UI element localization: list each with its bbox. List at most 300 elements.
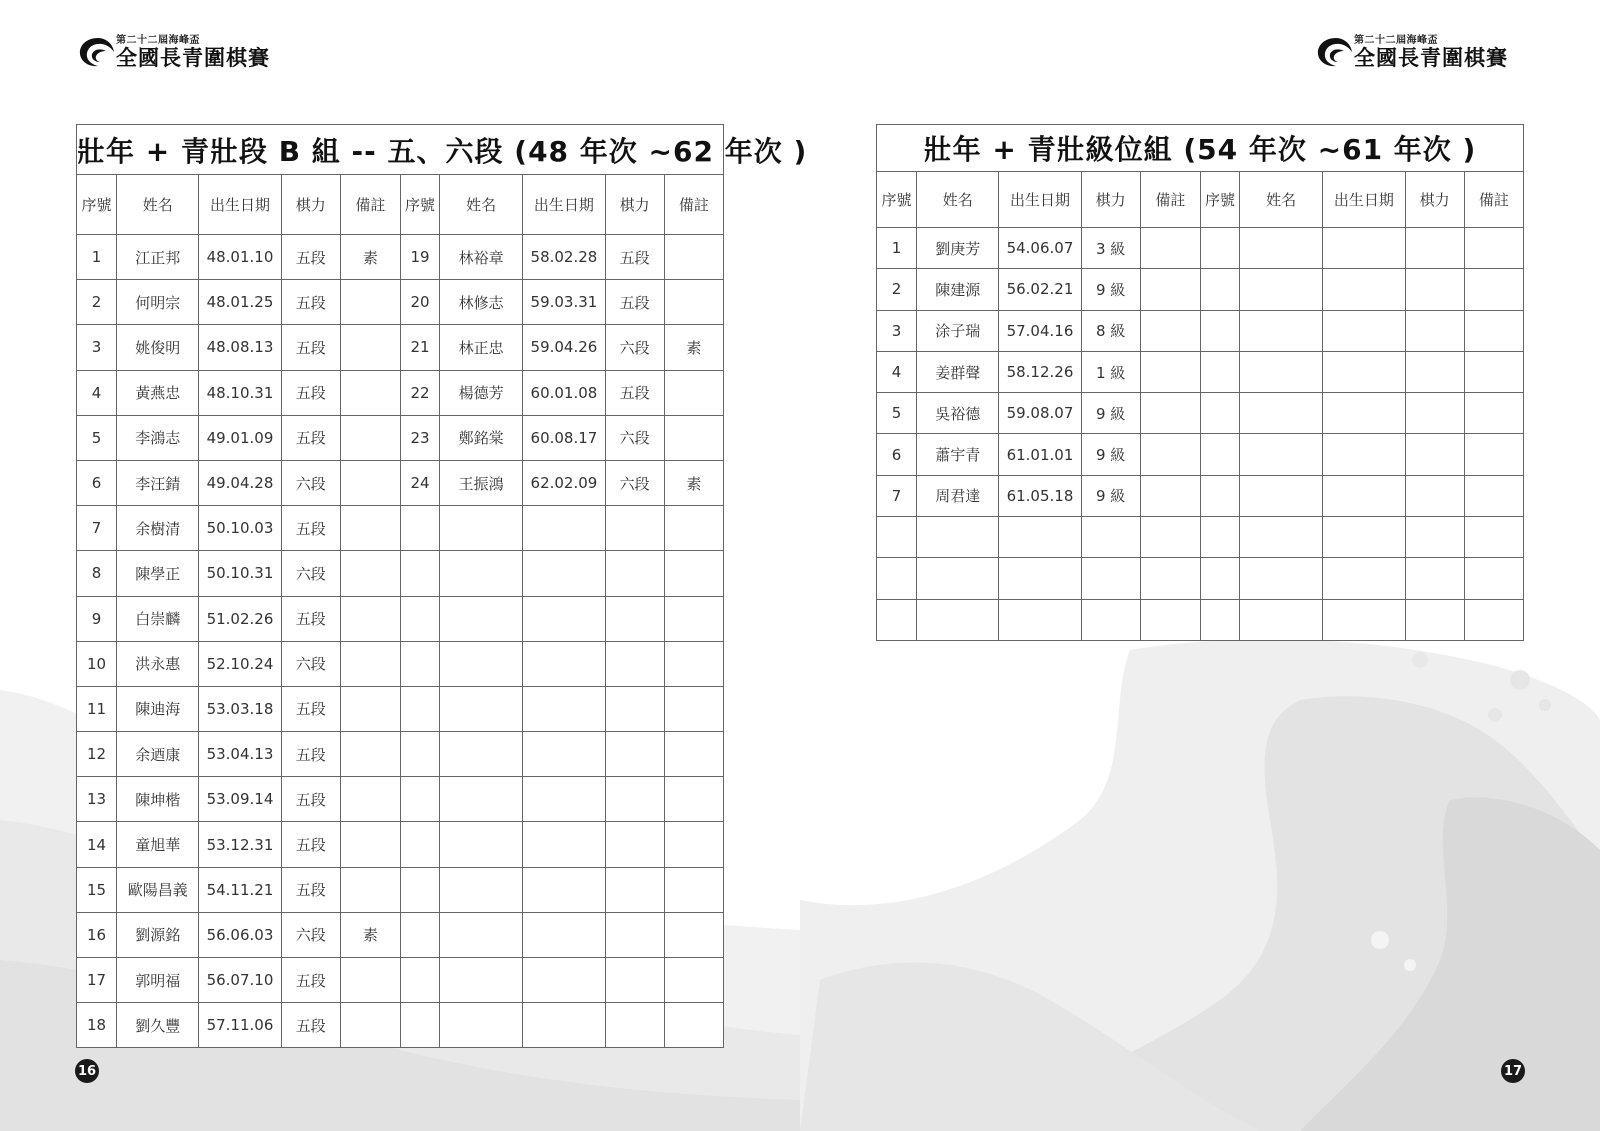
- table-cell: 素: [340, 235, 400, 280]
- table-cell: [340, 641, 400, 686]
- table-cell: 61.01.01: [999, 434, 1081, 475]
- table-cell: [440, 596, 523, 641]
- table-cell: 48.10.31: [199, 370, 281, 415]
- table-cell: 六段: [605, 415, 664, 460]
- table-cell: 9: [77, 596, 117, 641]
- table-row: [877, 228, 1524, 269]
- table-cell: [523, 506, 605, 551]
- table-cell: 9 級: [1081, 269, 1140, 310]
- table-cell: 蕭宇青: [917, 434, 999, 475]
- table-cell: [664, 370, 723, 415]
- table-cell: 18: [77, 1003, 117, 1048]
- table-cell: [917, 558, 999, 599]
- table-header-row: [877, 172, 1524, 228]
- table-cell: [340, 732, 400, 777]
- table-cell: 五段: [605, 370, 664, 415]
- table-cell: 2: [77, 280, 117, 325]
- table-cell: [400, 867, 439, 912]
- table-cell: [340, 325, 400, 370]
- table-cell: [440, 506, 523, 551]
- table-cell: [664, 415, 723, 460]
- table-cell: 劉源銘: [117, 912, 199, 957]
- table-cell: [1200, 393, 1239, 434]
- table-cell: [605, 506, 664, 551]
- table-cell: [664, 506, 723, 551]
- table-cell: [999, 599, 1081, 640]
- table-cell: 李汪錆: [117, 460, 199, 505]
- table-cell: [664, 235, 723, 280]
- table-cell: [1200, 351, 1239, 392]
- table-cell: [664, 686, 723, 731]
- table-row: [877, 393, 1524, 434]
- table-cell: [1240, 599, 1323, 640]
- table-cell: [1140, 310, 1200, 351]
- table-cell: [1240, 517, 1323, 558]
- table-cell: 五段: [281, 596, 340, 641]
- table-row: [77, 596, 724, 641]
- table-cell: 姚俊明: [117, 325, 199, 370]
- table-row: [877, 434, 1524, 475]
- table-cell: 8 級: [1081, 310, 1140, 351]
- table-cell: [605, 686, 664, 731]
- event-logo: [1314, 34, 1508, 70]
- column-header: 出生日期: [523, 175, 605, 235]
- table-cell: 林正忠: [440, 325, 523, 370]
- table-cell: [400, 686, 439, 731]
- table-cell: 56.02.21: [999, 269, 1081, 310]
- table-cell: [1240, 310, 1323, 351]
- table-cell: [877, 558, 917, 599]
- table-cell: [340, 686, 400, 731]
- table-cell: [605, 596, 664, 641]
- table-title-row: [877, 125, 1524, 172]
- table-row: [77, 912, 724, 957]
- table-cell: 59.08.07: [999, 393, 1081, 434]
- table-cell: [440, 732, 523, 777]
- table-cell: [340, 867, 400, 912]
- table-row: [77, 822, 724, 867]
- table-cell: 2: [877, 269, 917, 310]
- table-cell: [1081, 558, 1140, 599]
- table-cell: [1405, 517, 1464, 558]
- table-title: 壯年 + 青壯段 B 組 -- 五、六段 (48 年次 ~62 年次 ): [77, 125, 724, 175]
- column-header: 序號: [77, 175, 117, 235]
- table-cell: [1240, 269, 1323, 310]
- table-row: [77, 641, 724, 686]
- logo-title: 全國長青圍棋賽: [1354, 45, 1508, 70]
- table-cell: [523, 777, 605, 822]
- table-cell: [440, 641, 523, 686]
- table-cell: 五段: [605, 280, 664, 325]
- table-cell: [605, 912, 664, 957]
- table-cell: 49.01.09: [199, 415, 281, 460]
- table-cell: 7: [877, 475, 917, 516]
- table-cell: [1405, 475, 1464, 516]
- table-cell: [917, 517, 999, 558]
- table-cell: [605, 641, 664, 686]
- table-cell: [1140, 558, 1200, 599]
- table-cell: 陳學正: [117, 551, 199, 596]
- table-cell: [1323, 269, 1405, 310]
- table-cell: [605, 1003, 664, 1048]
- right-page: [800, 0, 1600, 1131]
- table-cell: [523, 867, 605, 912]
- table-row: [77, 1003, 724, 1048]
- roster-table-kyu-group: [876, 124, 1524, 641]
- table-cell: [340, 415, 400, 460]
- table-cell: 1: [877, 228, 917, 269]
- table-cell: [1464, 517, 1523, 558]
- table-cell: [440, 822, 523, 867]
- table-cell: 50.10.03: [199, 506, 281, 551]
- table-cell: [1464, 558, 1523, 599]
- table-cell: [340, 958, 400, 1003]
- table-cell: 林修志: [440, 280, 523, 325]
- table-cell: 59.04.26: [523, 325, 605, 370]
- table-cell: [1200, 558, 1239, 599]
- table-cell: 六段: [281, 460, 340, 505]
- table-cell: [1464, 393, 1523, 434]
- table-cell: 54.06.07: [999, 228, 1081, 269]
- table-cell: 21: [400, 325, 439, 370]
- table-cell: 六段: [281, 551, 340, 596]
- table-cell: 5: [77, 415, 117, 460]
- table-cell: 洪永惠: [117, 641, 199, 686]
- column-header: 出生日期: [199, 175, 281, 235]
- table-cell: [877, 599, 917, 640]
- table-row: [77, 777, 724, 822]
- table-cell: [440, 958, 523, 1003]
- table-cell: [1140, 434, 1200, 475]
- table-cell: [400, 958, 439, 1003]
- table-cell: [400, 551, 439, 596]
- table-cell: [664, 867, 723, 912]
- table-cell: 4: [77, 370, 117, 415]
- table-row: [77, 867, 724, 912]
- table-cell: [1323, 310, 1405, 351]
- table-cell: [1240, 475, 1323, 516]
- table-cell: [1405, 599, 1464, 640]
- table-cell: 素: [664, 325, 723, 370]
- table-cell: [1140, 517, 1200, 558]
- table-cell: 李鴻志: [117, 415, 199, 460]
- page-number: 16: [75, 1059, 99, 1083]
- table-cell: [340, 280, 400, 325]
- table-cell: [1200, 475, 1239, 516]
- table-cell: [523, 912, 605, 957]
- table-cell: [664, 822, 723, 867]
- table-cell: 5: [877, 393, 917, 434]
- table-cell: 黃燕忠: [117, 370, 199, 415]
- table-cell: 59.03.31: [523, 280, 605, 325]
- column-header: 姓名: [1240, 172, 1323, 228]
- table-cell: [1464, 228, 1523, 269]
- table-cell: 20: [400, 280, 439, 325]
- table-cell: 6: [77, 460, 117, 505]
- table-cell: 五段: [281, 732, 340, 777]
- table-cell: [440, 867, 523, 912]
- table-cell: [605, 958, 664, 1003]
- table-cell: 鄭銘棠: [440, 415, 523, 460]
- table-cell: [1140, 475, 1200, 516]
- column-header: 備註: [1140, 172, 1200, 228]
- table-cell: 白崇麟: [117, 596, 199, 641]
- column-header: 棋力: [605, 175, 664, 235]
- column-header: 序號: [877, 172, 917, 228]
- table-cell: [1323, 599, 1405, 640]
- table-cell: 22: [400, 370, 439, 415]
- table-cell: 9 級: [1081, 475, 1140, 516]
- table-cell: [440, 912, 523, 957]
- table-cell: 60.01.08: [523, 370, 605, 415]
- table-cell: [523, 732, 605, 777]
- table-cell: 50.10.31: [199, 551, 281, 596]
- table-cell: [1323, 228, 1405, 269]
- table-cell: 五段: [281, 777, 340, 822]
- table-cell: [664, 912, 723, 957]
- table-cell: 1 級: [1081, 351, 1140, 392]
- table-cell: 61.05.18: [999, 475, 1081, 516]
- table-cell: [1464, 475, 1523, 516]
- table-cell: 16: [77, 912, 117, 957]
- table-cell: [1323, 558, 1405, 599]
- table-cell: [1323, 475, 1405, 516]
- table-cell: [340, 370, 400, 415]
- table-cell: 五段: [281, 958, 340, 1003]
- table-cell: 56.07.10: [199, 958, 281, 1003]
- table-cell: 53.09.14: [199, 777, 281, 822]
- table-cell: [1140, 393, 1200, 434]
- table-cell: 六段: [605, 325, 664, 370]
- table-cell: [1405, 351, 1464, 392]
- table-cell: [877, 517, 917, 558]
- table-cell: 57.11.06: [199, 1003, 281, 1048]
- table-row: [77, 460, 724, 505]
- column-header: 備註: [1464, 172, 1523, 228]
- table-row: [77, 235, 724, 280]
- table-cell: [400, 822, 439, 867]
- table-cell: [400, 732, 439, 777]
- table-cell: 11: [77, 686, 117, 731]
- table-cell: [400, 912, 439, 957]
- table-cell: 3 級: [1081, 228, 1140, 269]
- table-cell: [1081, 599, 1140, 640]
- table-cell: 五段: [281, 370, 340, 415]
- column-header: 棋力: [1405, 172, 1464, 228]
- table-cell: [605, 732, 664, 777]
- table-cell: [1081, 517, 1140, 558]
- roster-body: [77, 125, 808, 1048]
- table-cell: [340, 1003, 400, 1048]
- table-cell: [440, 686, 523, 731]
- table-cell: 53.04.13: [199, 732, 281, 777]
- table-row: [877, 351, 1524, 392]
- table-cell: 17: [77, 958, 117, 1003]
- table-cell: 57.04.16: [999, 310, 1081, 351]
- column-header: 棋力: [1081, 172, 1140, 228]
- logo-subtitle: 第二十二屆海峰盃: [1354, 34, 1438, 46]
- table-cell: 24: [400, 460, 439, 505]
- table-row: [77, 958, 724, 1003]
- table-row: [77, 686, 724, 731]
- table-cell: [1405, 228, 1464, 269]
- table-cell: 12: [77, 732, 117, 777]
- table-cell: [1464, 599, 1523, 640]
- table-cell: 余樹清: [117, 506, 199, 551]
- table-cell: 1: [77, 235, 117, 280]
- table-cell: 3: [877, 310, 917, 351]
- table-cell: 五段: [281, 415, 340, 460]
- table-cell: 8: [77, 551, 117, 596]
- table-cell: [1140, 351, 1200, 392]
- table-cell: [1323, 351, 1405, 392]
- table-cell: [440, 551, 523, 596]
- table-cell: 62.02.09: [523, 460, 605, 505]
- table-cell: [523, 551, 605, 596]
- table-cell: 48.01.10: [199, 235, 281, 280]
- roster-table-dan-group-b: [76, 124, 808, 1048]
- table-cell: [1240, 351, 1323, 392]
- table-cell: [1464, 434, 1523, 475]
- table-cell: [523, 958, 605, 1003]
- table-cell: 王振鴻: [440, 460, 523, 505]
- table-cell: 五段: [605, 235, 664, 280]
- table-cell: [917, 599, 999, 640]
- column-header: 備註: [664, 175, 723, 235]
- table-cell: 涂子瑞: [917, 310, 999, 351]
- table-cell: [440, 1003, 523, 1048]
- table-cell: 19: [400, 235, 439, 280]
- table-cell: 郭明福: [117, 958, 199, 1003]
- table-row: [77, 551, 724, 596]
- table-row: [77, 325, 724, 370]
- table-cell: [1323, 393, 1405, 434]
- table-cell: 3: [77, 325, 117, 370]
- table-cell: [999, 517, 1081, 558]
- column-header: 姓名: [917, 172, 999, 228]
- table-cell: [1323, 434, 1405, 475]
- table-cell: 49.04.28: [199, 460, 281, 505]
- table-cell: [1140, 599, 1200, 640]
- table-row: [77, 370, 724, 415]
- table-row: [877, 558, 1524, 599]
- table-cell: [664, 958, 723, 1003]
- table-cell: [605, 777, 664, 822]
- table-cell: 周君達: [917, 475, 999, 516]
- table-cell: 51.02.26: [199, 596, 281, 641]
- table-cell: [523, 641, 605, 686]
- table-cell: 14: [77, 822, 117, 867]
- table-cell: [1240, 228, 1323, 269]
- table-cell: [605, 822, 664, 867]
- table-cell: 五段: [281, 867, 340, 912]
- table-cell: [1200, 434, 1239, 475]
- table-cell: 江正邦: [117, 235, 199, 280]
- table-cell: [1200, 517, 1239, 558]
- table-cell: 五段: [281, 325, 340, 370]
- table-cell: 陳建源: [917, 269, 999, 310]
- table-cell: 五段: [281, 506, 340, 551]
- table-cell: [1464, 351, 1523, 392]
- table-cell: 林裕章: [440, 235, 523, 280]
- column-header: 姓名: [117, 175, 199, 235]
- table-cell: [1405, 434, 1464, 475]
- table-cell: 53.03.18: [199, 686, 281, 731]
- table-cell: 7: [77, 506, 117, 551]
- table-cell: [605, 867, 664, 912]
- table-cell: [523, 686, 605, 731]
- table-cell: [340, 506, 400, 551]
- table-cell: 歐陽昌義: [117, 867, 199, 912]
- table-cell: 6: [877, 434, 917, 475]
- table-cell: [664, 551, 723, 596]
- column-header: 出生日期: [999, 172, 1081, 228]
- table-row: [877, 517, 1524, 558]
- table-cell: 五段: [281, 280, 340, 325]
- table-cell: 六段: [281, 912, 340, 957]
- table-cell: 六段: [605, 460, 664, 505]
- table-cell: 9 級: [1081, 434, 1140, 475]
- table-cell: 60.08.17: [523, 415, 605, 460]
- table-cell: [440, 777, 523, 822]
- table-cell: 姜群聲: [917, 351, 999, 392]
- table-cell: 48.08.13: [199, 325, 281, 370]
- table-row: [77, 415, 724, 460]
- table-title: 壯年 + 青壯級位組 (54 年次 ~61 年次 ): [877, 125, 1524, 172]
- table-cell: [1464, 310, 1523, 351]
- table-cell: 五段: [281, 822, 340, 867]
- table-cell: 五段: [281, 235, 340, 280]
- column-header: 姓名: [440, 175, 523, 235]
- logo-title: 全國長青圍棋賽: [116, 45, 270, 70]
- table-cell: [400, 506, 439, 551]
- table-cell: [605, 551, 664, 596]
- logo-subtitle: 第二十二屆海峰盃: [116, 34, 200, 46]
- table-cell: 58.12.26: [999, 351, 1081, 392]
- column-header: 棋力: [281, 175, 340, 235]
- table-cell: [340, 822, 400, 867]
- table-cell: 余迺康: [117, 732, 199, 777]
- table-cell: [1240, 558, 1323, 599]
- table-row: [877, 269, 1524, 310]
- table-cell: [1405, 393, 1464, 434]
- table-cell: [1200, 310, 1239, 351]
- table-cell: 五段: [281, 686, 340, 731]
- table-header-row: [77, 175, 724, 235]
- table-cell: [400, 596, 439, 641]
- table-cell: [1200, 228, 1239, 269]
- table-cell: 52.10.24: [199, 641, 281, 686]
- table-cell: [1405, 310, 1464, 351]
- table-cell: 9 級: [1081, 393, 1140, 434]
- table-row: [77, 506, 724, 551]
- table-cell: [664, 732, 723, 777]
- table-cell: [400, 641, 439, 686]
- table-cell: [523, 822, 605, 867]
- table-cell: 53.12.31: [199, 822, 281, 867]
- event-logo: [76, 34, 270, 70]
- table-cell: 陳坤楷: [117, 777, 199, 822]
- table-cell: [400, 1003, 439, 1048]
- wave-logo-icon: [1314, 34, 1358, 70]
- table-cell: [664, 280, 723, 325]
- column-header: 備註: [340, 175, 400, 235]
- table-row: [877, 475, 1524, 516]
- table-cell: [340, 596, 400, 641]
- table-cell: [1200, 599, 1239, 640]
- table-cell: 54.11.21: [199, 867, 281, 912]
- table-title-row: [77, 125, 724, 175]
